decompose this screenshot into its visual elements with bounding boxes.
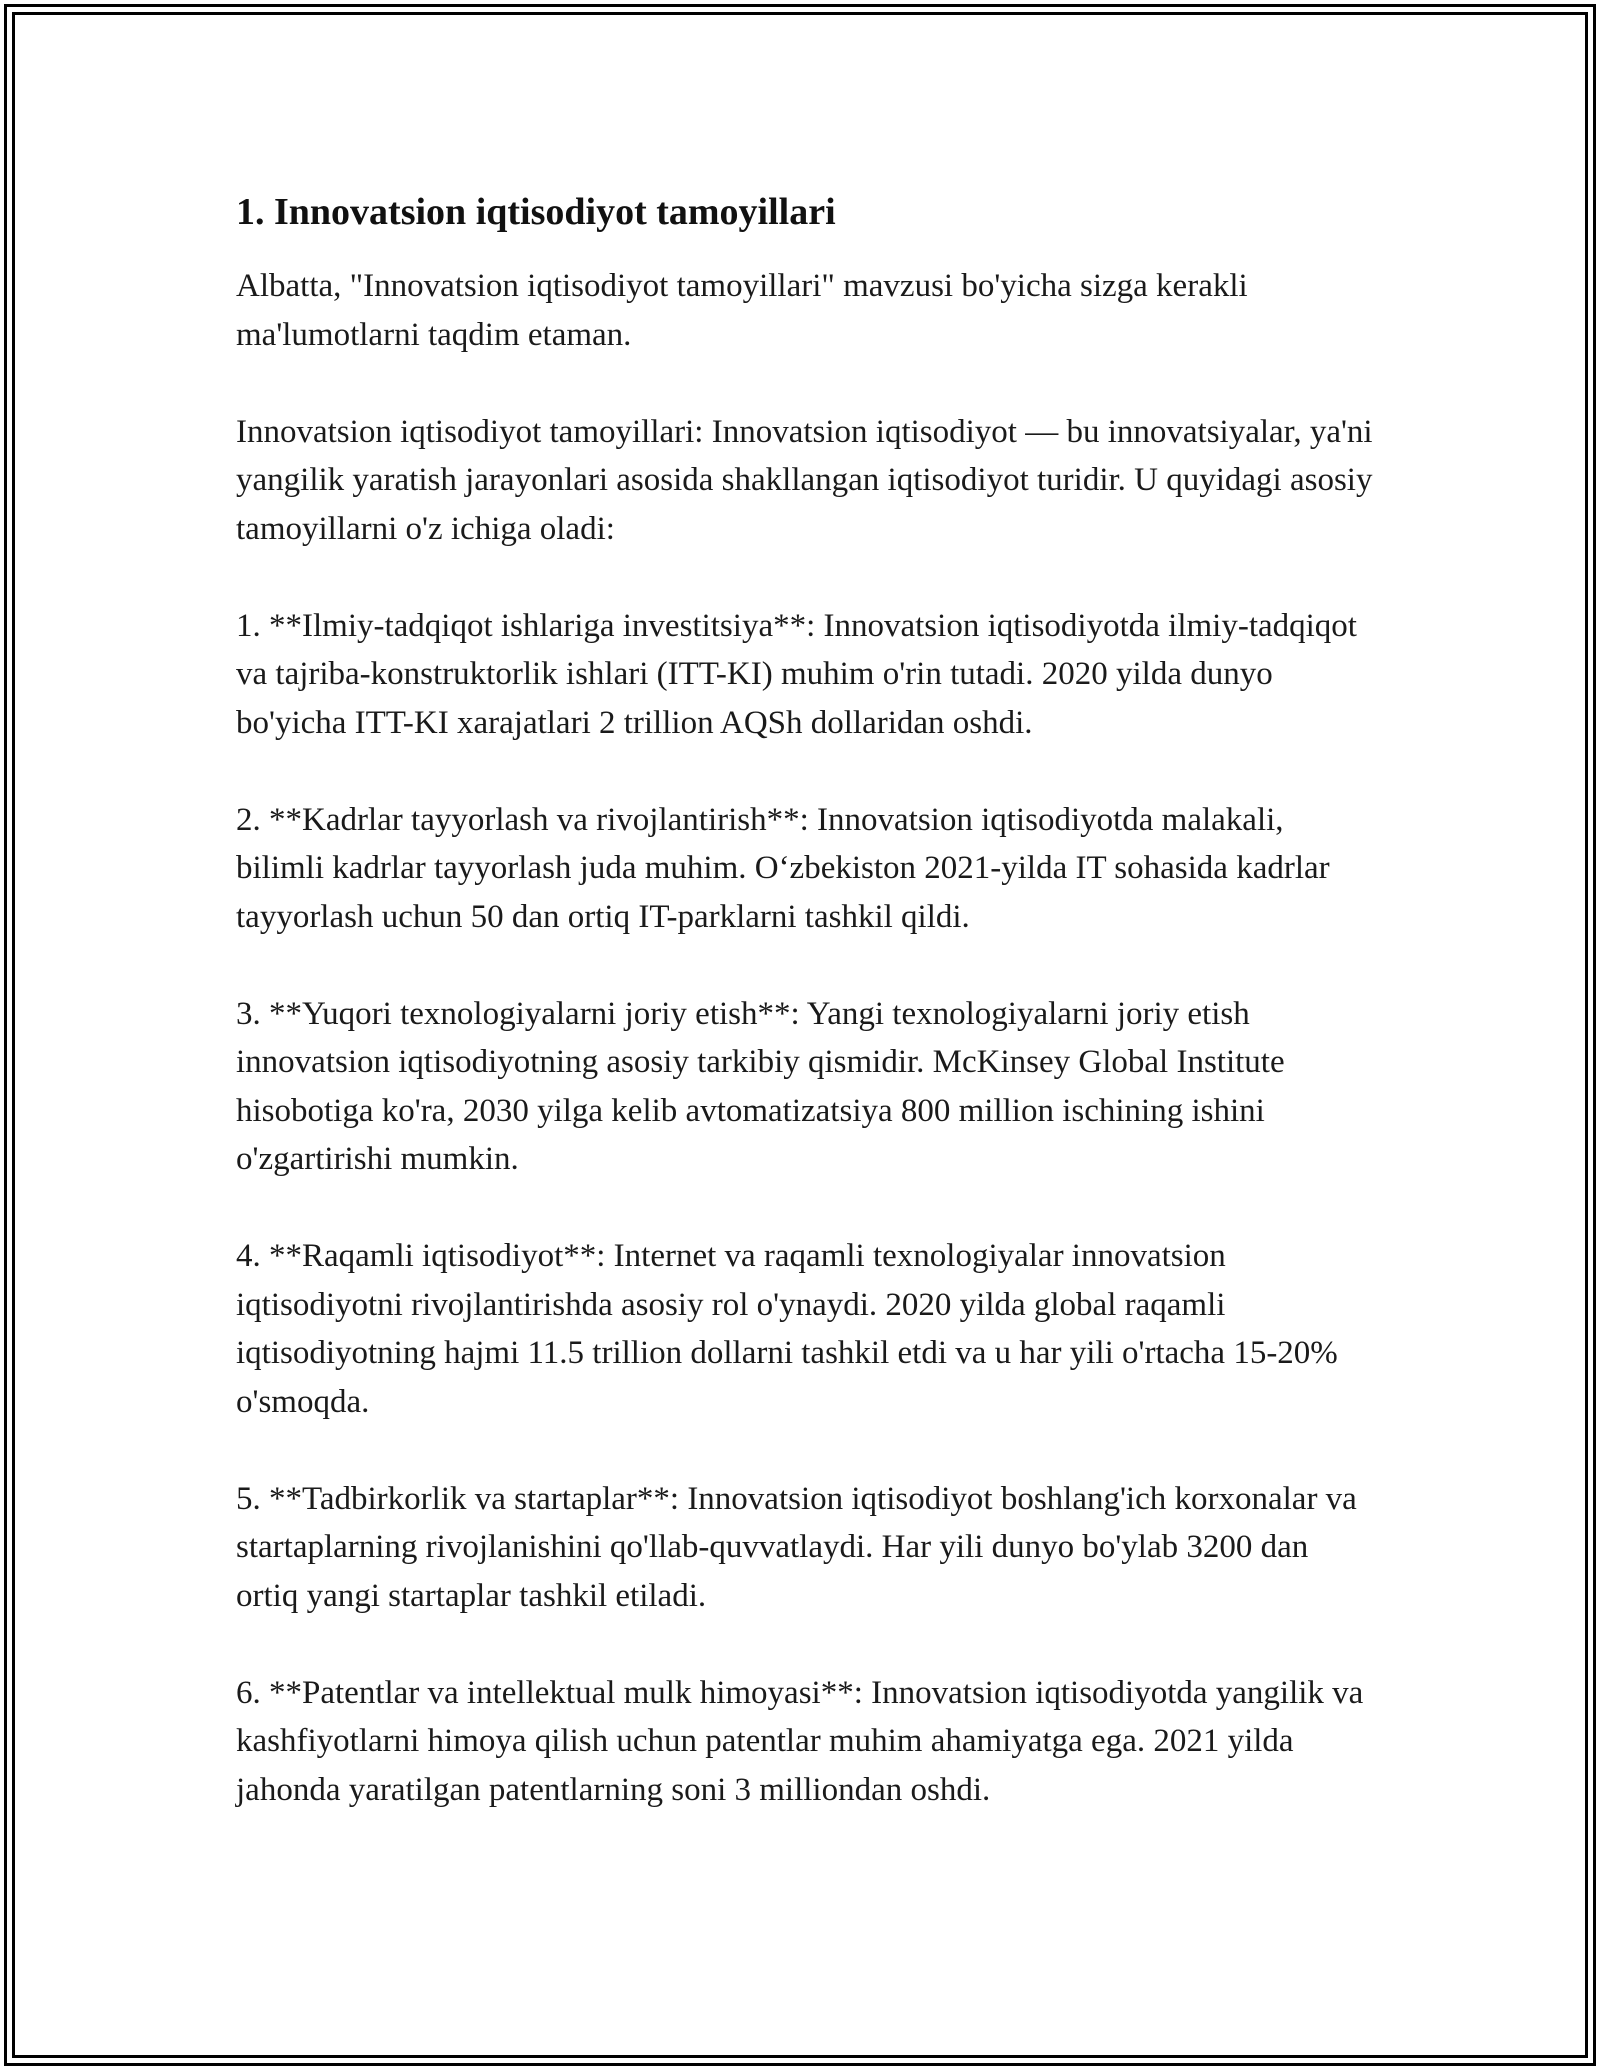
document-body — [236, 188, 1376, 1863]
principle-item-4: 4. **Raqamli iqtisodiyot**: Internet va raqamli texnologiyalar innovatsion iqtisodiyotni rivojlantirishda asosiy rol o'ynaydi. 2020 yilda global raqamli iqtisodiyotning hajmi 11.5 trillion dollarni tashkil etdi va u har yili o'rtacha 15-20% o'smoqda. — [236, 1238, 1338, 1420]
intro-paragraph: Albatta, "Innovatsion iqtisodiyot tamoyillari" mavzusi bo'yicha sizga kerakli ma'lumotlarni taqdim etaman. — [236, 268, 1248, 353]
document-title: 1. Innovatsion iqtisodiyot tamoyillari — [236, 191, 836, 233]
principle-item-3: 3. **Yuqori texnologiyalarni joriy etish**: Yangi texnologiyalarni joriy etish innovatsion iqtisodiyotning asosiy tarkibiy qismidir. McKinsey Global Institute hisobotiga ko'ra, 2030 yilga kelib avtomatizatsiya 800 million ischining ishini o'zgartirishi mumkin. — [236, 995, 1285, 1177]
principle-item-2: 2. **Kadrlar tayyorlash va rivojlantirish**: Innovatsion iqtisodiyotda malakali, bilimli kadrlar tayyorlash juda muhim. O‘zbekiston 2021-yilda IT sohasida kadrlar tayyorlash uchun 50 dan ortiq IT-parklarni tashkil qildi. — [236, 801, 1330, 935]
principle-item-5: 5. **Tadbirkorlik va startaplar**: Innovatsion iqtisodiyot boshlang'ich korxonalar va startaplarning rivojlanishini qo'llab-quvvatlaydi. Har yili dunyo bo'ylab 3200 dan ortiq yangi startaplar tashkil etiladi. — [236, 1480, 1357, 1614]
definition-paragraph: Innovatsion iqtisodiyot tamoyillari: Innovatsion iqtisodiyot — bu innovatsiyalar, ya'ni yangilik yaratish jarayonlari asosida shakllangan iqtisodiyot turidir. U quyidagi asosiy tamoyillarni o'z ichiga oladi: — [236, 413, 1373, 547]
principle-item-6: 6. **Patentlar va intellektual mulk himoyasi**: Innovatsion iqtisodiyotda yangilik va kashfiyotlarni himoya qilish uchun patentlar muhim ahamiyatga ega. 2021 yilda jahonda yaratilgan patentlarning soni 3 milliondan oshdi. — [236, 1674, 1364, 1808]
principle-item-1: 1. **Ilmiy-tadqiqot ishlariga investitsiya**: Innovatsion iqtisodiyotda ilmiy-tadqiqot va tajriba-konstruktorlik ishlari (ITT-KI) muhim o'rin tutadi. 2020 yilda dunyo bo'yicha ITT-KI xarajatlari 2 trillion AQSh dollaridan oshdi. — [236, 607, 1357, 741]
